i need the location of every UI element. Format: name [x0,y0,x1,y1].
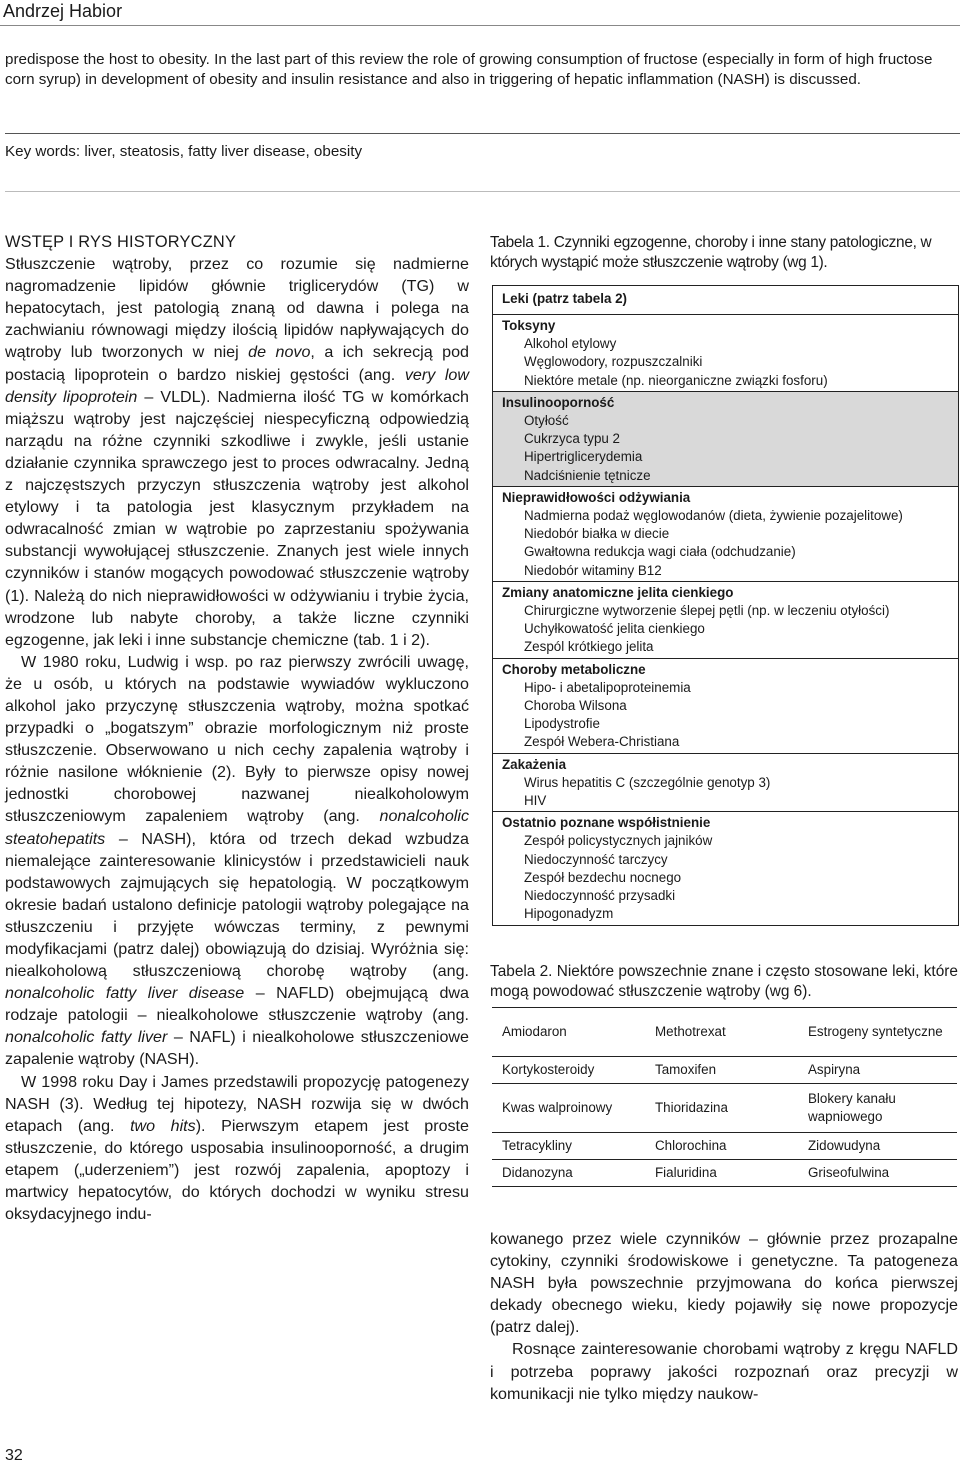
table1-group-title: Choroby metaboliczne [502,661,646,677]
page-number: 32 [5,1447,23,1464]
table1-item: Niedoczynność tarczycy [524,851,668,867]
table1-item: Zespół policystycznych jajników [524,833,713,849]
table1-item: Alkohol etylowy [524,336,617,352]
table1-item: Cukrzyca typu 2 [524,431,621,447]
abstract-text: predispose the host to obesity. In the last part of this review the role of growing consumption of fructose (especially in form of high fructose corn syrup) in development of obesity and insulin resistance and also in triggering of hepatic inflammation (NASH) is discussed. [5,51,933,88]
table1-item: Hipo- i abetalipoproteinemia [524,679,691,695]
table1-item: Niedoczynność przysadki [524,888,676,904]
table1-group [493,487,958,582]
table1-item: Zespół Webera-Christiana [524,734,680,750]
p1-text-c: – VLDL). Nadmierna ilość TG w komórkach miąższu wątroby jest najczęściej niespecyficzną odpowiedzią narządu na różne czynniki szkodliwe i zwykle, jeśli ustanie działanie czynnika sprawczego jest to proces odwracalny. Jedną z najczęstszych przyczyn stłuszczenia wątroby jest alkohol etylowy i ta patologia jest klasycznym przykładem na odwracalność zmian w wątrobie po zaprzestaniu spożywania substancji wywołującej stłuszczenie. Znanych jest wiele innych czynników i stanów mogących powodować stłuszczenie wątroby (1). Należą do nich nieprawidłowości w odżywianiu i trybie życia, wrodzone lub nabyte choroby, a także liczne czynniki egzogenne, jak leki i inne substancje chemiczne (tab. 1 i 2). [5,387,469,649]
table1-item: Uchyłkowatość jelita cienkiego [524,621,705,637]
table1-item: Niedobór białka w diecie [524,526,670,542]
table1-caption: Tabela 1. Czynniki egzogenne, choroby i inne stany patologiczne, w których wystąpić może stłuszczenie wątroby (wg 1). [490,234,932,271]
table1-group [493,315,958,392]
table1-item: Chirurgiczne wytworzenie ślepej pętli (np. w leczeniu otyłości) [524,603,890,619]
table1-item: Wirus hepatitis C (szczególnie genotyp 3) [524,774,771,790]
table2-cell: Fialuridina [645,1160,798,1187]
p2-text-c: – NAFLD) obejmującą dwa rodzaje patologii – niealkoholowe stłuszczenie wątroby (ang. [5,984,469,1025]
p2-italic-2: nonalcoholic fatty liver disease [5,984,245,1003]
table1 [492,285,959,926]
table1-item: Nadmierna podaż węglowodanów (dieta, żywienie pozajelitowe) [524,508,903,524]
running-head-author: Andrzej Habior [3,1,123,21]
table1-item: Hipogonadyzm [524,906,614,922]
table1-item: Nadciśnienie tętnicze [524,467,651,483]
table1-header: Leki (patrz tabela 2) [493,286,958,315]
right-column-text [490,1228,958,1405]
table1-group-title: Zmiany anatomiczne jelita cienkiego [502,584,734,600]
table2-cell: Tetracykliny [492,1133,645,1160]
table1-item: Niedobór witaminy B12 [524,562,662,578]
table1-item: Choroba Wilsona [524,698,627,714]
table1-item: Gwałtowna redukcja wagi ciała (odchudzanie) [524,544,796,560]
table2-cell: Chlorochina [645,1133,798,1160]
table-row [492,1008,957,1057]
p3-text-a: W 1998 roku Day i James przedstawili propozycję patogenezy NASH (3). Według tej hipotezy, NASH rozwija się w dwóch etapach (ang. [5,1072,469,1135]
p2-italic-1: nonalcoholic steatohepatits [5,807,469,848]
p2-text-b: – NASH), która od trzech dekad wzbudza niemalejące zainteresowanie klinicystów i przedstawicieli nauk podstawowych zajmujących się hepatologią. W początkowym okresie badań ustalono definicje patologii wątroby polegające na stłuszczeniu i przyjęte wówczas terminy, z pewnymi modyfikacjami (patrz dalej) obowiązują do dzisiaj. Wyróżnia się: niealkoholową stłuszczeniową chorobę wątroby (ang. [5,829,469,981]
left-column [5,231,469,1225]
table2-cell: Griseofulwina [798,1160,957,1187]
table-row [492,1084,957,1133]
table1-item: Zespół bezdechu nocnego [524,869,682,885]
right-paragraph-1: kowanego przez wiele czynników – głównie przez prozapalne cytokiny, czynniki środowiskowe i genetyczne. Ta patogeneza NASH była powszechnie przyjmowana do końca pierwszej dekady obecnego wieku, kiedy pojawiły się nowe propozycje (patrz dalej). [490,1230,958,1337]
header-rule [0,25,960,26]
p2-text-d: – NAFL) i niealkoholowe stłuszczeniowe zapalenie wątroby (NASH). [5,1028,469,1069]
table2-cell: Tamoxifen [645,1057,798,1084]
table2 [492,1007,957,1187]
table1-group [493,754,958,813]
p3-italic-1: two hits [130,1116,196,1135]
right-paragraph-2: Rosnące zainteresowanie chorobami wątroby z kręgu NAFLD i potrzeba poprawy jakości rozpoznań oraz precyzji w komunikacji nie tylko między naukow- [490,1340,958,1403]
table1-group-title: Zakażenia [502,756,567,772]
table1-group [493,392,958,487]
p1-italic-1: de novo [248,343,311,362]
paragraph-3 [5,1071,469,1226]
table1-item: Otyłość [524,413,569,429]
table1-item: Hipertriglicerydemia [524,449,643,465]
paragraph-1 [5,253,469,651]
table2-caption: Tabela 2. Niektóre powszechnie znane i często stosowane leki, które mogą powodować stłuszczenie wątroby (wg 6). [490,963,958,1000]
table2-cell: Didanozyna [492,1160,645,1187]
table2-cell: Kwas walproinowy [492,1084,645,1133]
table1-group [493,582,958,659]
table1-item: HIV [524,793,547,809]
p2-text-a: W 1980 roku, Ludwig i wsp. po raz pierwszy zwrócili uwagę, że u osób, u których na podstawie wywiadów wykluczono alkohol jako przyczynę stłuszczenia wątroby, można spotkać przypadki o „bogatszym” obrazie morfologicznym niż proste stłuszczenie. Obserwowano u nich cechy zapalenia wątroby i różnie nasilone włóknienie (2). Były to pierwsze opisy nowej jednostki chorobowej nazwanej niealkoholowym stłuszczeniowym zapaleniem wątroby (ang. [5,652,469,826]
table1-group-title: Toksyny [502,318,556,333]
keywords-rule [5,133,960,134]
p1-text-a: Stłuszczenie wątroby, przez co rozumie się nadmierne nagromadzenie lipidów głównie triglicerydów (TG) w hepatocytach, jest patologią znaną od dawna i polega na zachwianiu równowagi między ilością lipidów napływających do wątroby lub tworzonych w niej [5,255,469,362]
table2-cell: Estrogeny syntetyczne [798,1008,957,1057]
paragraph-2 [5,651,469,1071]
table1-group-title: Nieprawidłowości odżywiania [502,489,691,505]
keywords-line: Key words: liver, steatosis, fatty liver disease, obesity [5,143,363,160]
table1-group [493,659,958,754]
section-rule [5,191,960,192]
table1-group-title: Ostatnio poznane współistnienie [502,815,711,831]
table1-item: Zespól krótkiego jelita [524,639,654,655]
p3-text-b: ). Pierwszym etapem jest proste stłuszczenie, do którego usposabia insulinooporność, a drugim etapem („uderzeniem”) jest rozwój zapalenia, apoptozy i martwicy hepatocytów, do których dochodzi w wyniku stresu oksydacyjnego indu- [5,1116,469,1224]
table2-cell: Blokery kanału wapniowego [798,1084,957,1133]
table1-item: Lipodystrofie [524,716,600,732]
table2-cell: Amiodaron [492,1008,645,1057]
table2-cell: Kortykosteroidy [492,1057,645,1084]
table2-cell: Methotrexat [645,1008,798,1057]
table1-group [493,812,958,924]
table-row [492,1133,957,1160]
p1-italic-2: very low density lipoprotein [5,365,469,406]
p1-text-b: , a ich sekrecją pod postacią lipoprotein o bardzo niskiej gęstości (ang. [5,343,469,384]
table1-group-title: Insulinooporność [502,394,615,410]
section-heading: WSTĘP I RYS HISTORYCZNY [5,233,237,251]
table2-cell: Aspiryna [798,1057,957,1084]
table2-cell: Thioridazina [645,1084,798,1133]
table2-cell: Zidowudyna [798,1133,957,1160]
table-row [492,1160,957,1187]
table-row [492,1057,957,1084]
p2-italic-3: nonalcoholic fatty liver [5,1028,168,1047]
table1-item: Niektóre metale (np. nieorganiczne związki fosforu) [524,372,828,388]
table1-item: Węglowodory, rozpuszczalniki [524,354,703,370]
